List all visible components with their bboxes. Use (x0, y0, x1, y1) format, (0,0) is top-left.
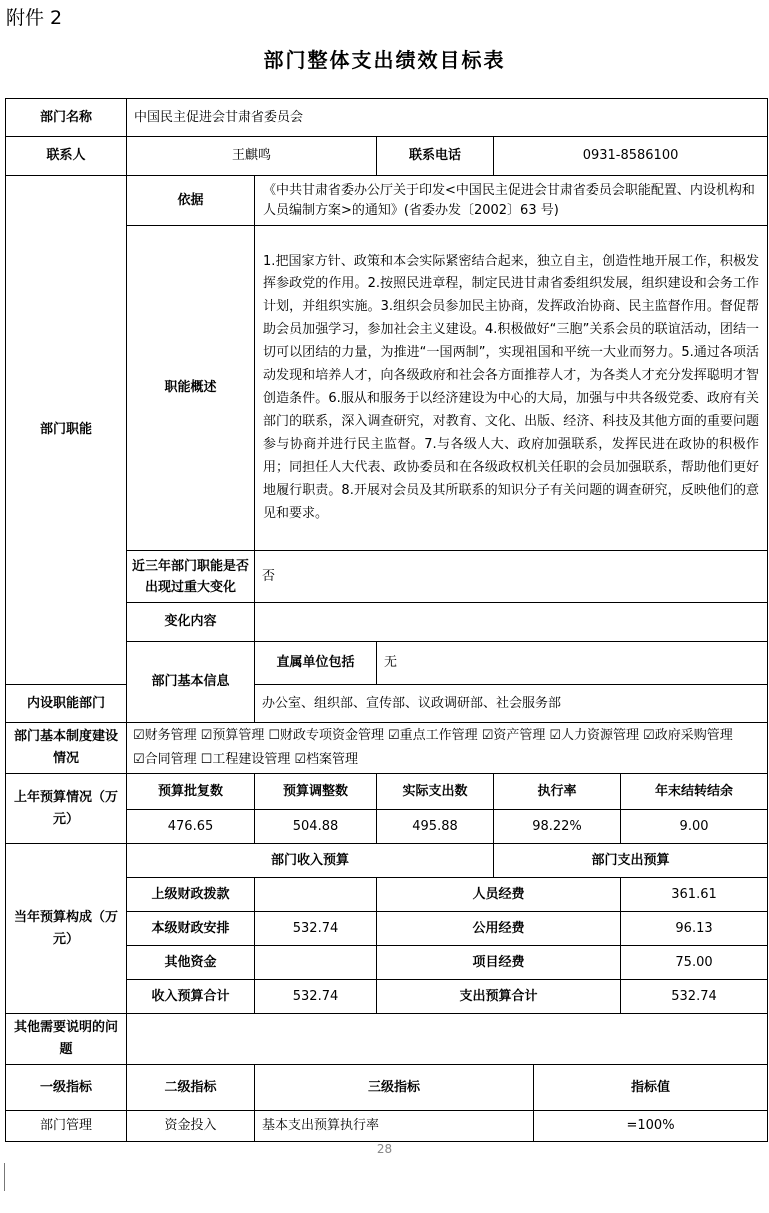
income-value-3: 532.74 (255, 980, 377, 1014)
change-content-label: 变化内容 (127, 603, 255, 642)
margin-mark (4, 1163, 5, 1191)
other-label: 其他需要说明的问题 (6, 1014, 127, 1065)
overview-value: 1.把国家方针、政策和本会实际紧密结合起来，独立自主，创造性地开展工作，积极发挥参政党的作用。2.按照民进章程，制定民进甘肃省委组织发展，组织建设和会务工作计划，并组织实施。3.组织会员参加民主协商，发挥政治协商、民主监督作用。督促帮助会员加强学习，参加社会主义建设。4.积极做好“三胞”关系会员的联谊活动，团结一切可以团结的力量，为推进“一国两制”，实现祖国和平统一大业而努力。5.通过各项活动发现和培养人才，向各级政府和社会各方面推荐人才，为各类人才充分发挥聪明才智创造条件。6.服从和服务于以经济建设为中心的大局，加强与中共各级党委、政府有关部门的联系，深入调查研究，对教育、文化、出版、经济、科技及其他方面的重要问题参与协商并进行民主监督。7.与各级人大、政府加强联系，发挥民进在政协的积极作用；同担任人大代表、政协委员和在各级政权机关任职的会员加强联系，帮助他们更好地履行职责。8.开展对会员及其所联系的知识分子有关问题的调查研究，反映他们的意见和要求。 (255, 226, 768, 551)
expense-label-3: 支出预算合计 (377, 980, 621, 1014)
indicator-header-0: 一级指标 (6, 1065, 127, 1111)
expense-header: 部门支出预算 (494, 844, 768, 878)
system-checkbox-label: 重点工作管理 (399, 728, 478, 743)
expense-value-1: 96.13 (621, 912, 768, 946)
change-content-value (255, 603, 768, 642)
change-question-value: 否 (255, 551, 768, 603)
expense-value-3: 532.74 (621, 980, 768, 1014)
attachment-label: 附件 2 (6, 7, 63, 29)
system-checkbox-0[interactable] (133, 724, 197, 748)
contact-value: 王麒鸣 (127, 137, 377, 176)
indicator-level3: 基本支出预算执行率 (255, 1111, 534, 1142)
internal-depts-value: 办公室、组织部、宣传部、议政调研部、社会服务部 (255, 685, 768, 723)
indicator-level2: 资金投入 (127, 1111, 255, 1142)
indicator-level1: 部门管理 (6, 1111, 127, 1142)
checked-box-icon: ☑ (294, 752, 306, 767)
last-year-value-2: 495.88 (377, 810, 494, 844)
system-checkbox-label: 合同管理 (144, 752, 197, 767)
checked-box-icon: ☑ (200, 728, 213, 743)
income-value-0 (255, 878, 377, 912)
indicator-header-2: 三级指标 (255, 1065, 534, 1111)
change-question-label: 近三年部门职能是否出现过重大变化 (127, 551, 255, 603)
table-row (6, 1111, 768, 1142)
system-checkbox-label: 档案管理 (306, 752, 359, 767)
last-year-value-4: 9.00 (621, 810, 768, 844)
contact-label: 联系人 (6, 137, 127, 176)
last-year-header-0: 预算批复数 (127, 774, 255, 810)
expense-label-1: 公用经费 (377, 912, 621, 946)
last-year-header-1: 预算调整数 (255, 774, 377, 810)
income-label-1: 本级财政安排 (127, 912, 255, 946)
income-label-2: 其他资金 (127, 946, 255, 980)
system-checkbox-7[interactable] (133, 748, 197, 772)
expense-value-2: 75.00 (621, 946, 768, 980)
system-checkbox-2[interactable] (268, 724, 384, 748)
other-value (127, 1014, 768, 1065)
system-checkbox-6[interactable] (643, 724, 733, 748)
income-value-1: 532.74 (255, 912, 377, 946)
last-year-value-0: 476.65 (127, 810, 255, 844)
current-year-label: 当年预算构成（万元） (6, 844, 127, 1014)
checked-box-icon: ☑ (643, 728, 655, 743)
system-checkbox-label: 财政专项资金管理 (280, 728, 385, 743)
systems-checklist (127, 723, 768, 774)
last-year-label: 上年预算情况（万元） (6, 774, 127, 844)
income-label-0: 上级财政拨款 (127, 878, 255, 912)
last-year-value-3: 98.22% (494, 810, 621, 844)
dept-name-label: 部门名称 (6, 99, 127, 137)
system-checkbox-label: 财务管理 (144, 728, 197, 743)
phone-value: 0931-8586100 (494, 137, 768, 176)
expense-value-0: 361.61 (621, 878, 768, 912)
system-checkbox-label: 资产管理 (493, 728, 546, 743)
last-year-header-3: 执行率 (494, 774, 621, 810)
subunits-label: 直属单位包括 (255, 642, 377, 685)
system-checkbox-label: 预算管理 (212, 728, 265, 743)
system-checkbox-1[interactable] (201, 724, 265, 748)
checked-box-icon: ☑ (133, 752, 145, 767)
system-checkbox-label: 工程建设管理 (212, 752, 291, 767)
dept-name-value: 中国民主促进会甘肃省委员会 (127, 99, 768, 137)
income-header: 部门收入预算 (127, 844, 494, 878)
function-label: 部门职能 (6, 176, 127, 685)
last-year-value-1: 504.88 (255, 810, 377, 844)
unchecked-box-icon: ☐ (200, 752, 213, 767)
basic-info-label: 部门基本信息 (127, 642, 255, 723)
system-checkbox-8[interactable] (201, 748, 291, 772)
system-checkbox-3[interactable] (388, 724, 478, 748)
basis-label: 依据 (127, 176, 255, 226)
income-value-2 (255, 946, 377, 980)
income-label-3: 收入预算合计 (127, 980, 255, 1014)
unchecked-box-icon: ☐ (268, 728, 280, 743)
basis-value: 《中共甘肃省委办公厅关于印发<中国民主促进会甘肃省委员会职能配置、内设机构和人员编制方案>的通知》(省委办发〔2002〕63 号) (255, 176, 768, 226)
indicator-header-3: 指标值 (534, 1065, 768, 1111)
performance-target-table (5, 98, 768, 1142)
systems-label: 部门基本制度建设情况 (6, 723, 127, 774)
subunits-value: 无 (377, 642, 768, 685)
last-year-header-4: 年末结转结余 (621, 774, 768, 810)
checked-box-icon: ☑ (388, 728, 400, 743)
phone-label: 联系电话 (377, 137, 494, 176)
checked-box-icon: ☑ (481, 728, 494, 743)
system-checkbox-label: 人力资源管理 (561, 728, 640, 743)
indicator-header-1: 二级指标 (127, 1065, 255, 1111)
last-year-header-2: 实际支出数 (377, 774, 494, 810)
indicator-value: =100% (534, 1111, 768, 1142)
page-number: 28 (376, 1142, 393, 1156)
system-checkbox-9[interactable] (294, 748, 358, 772)
page-title: 部门整体支出绩效目标表 (263, 48, 506, 72)
checked-box-icon: ☑ (133, 728, 145, 743)
overview-label: 职能概述 (127, 226, 255, 551)
expense-label-2: 项目经费 (377, 946, 621, 980)
system-checkbox-5[interactable] (549, 724, 639, 748)
checked-box-icon: ☑ (549, 728, 562, 743)
system-checkbox-4[interactable] (482, 724, 546, 748)
system-checkbox-label: 政府采购管理 (654, 728, 733, 743)
expense-label-0: 人员经费 (377, 878, 621, 912)
internal-depts-label: 内设职能部门 (6, 685, 127, 723)
